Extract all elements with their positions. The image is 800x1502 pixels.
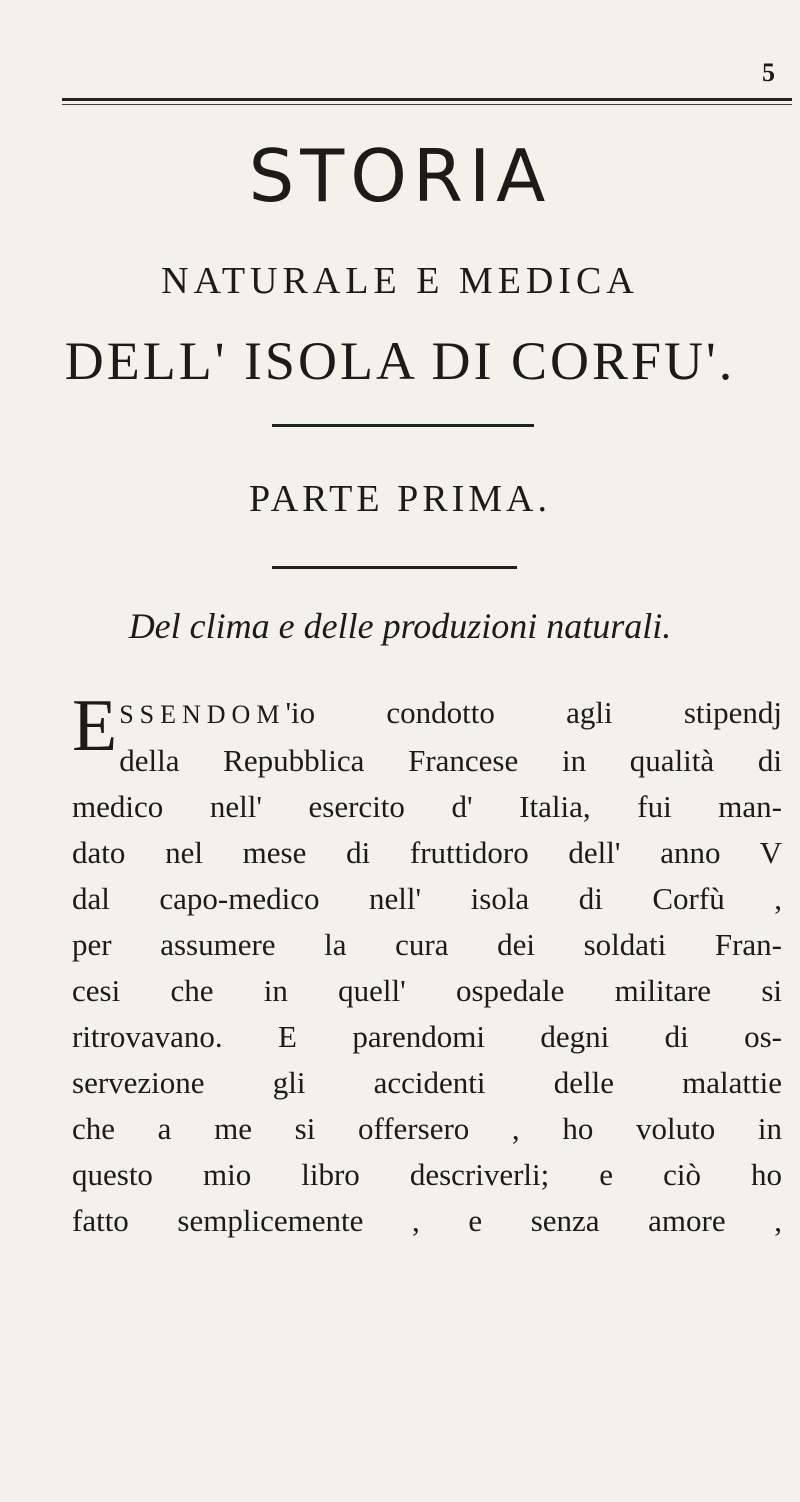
first-word: SSENDOM: [119, 700, 286, 729]
header-rule-thin: [62, 104, 792, 105]
book-title: STORIA: [248, 134, 552, 218]
body-line: medico nell' esercito d' Italia, fui man-: [72, 789, 782, 824]
chapter-heading: Del clima e delle produzioni naturali.: [128, 606, 672, 646]
first-line-rest: 'io condotto agli stipendj: [285, 695, 782, 730]
part-divider: [272, 566, 517, 569]
body-line: che a me si offersero , ho voluto in: [72, 1111, 782, 1146]
book-subtitle-line2: DELL' ISOLA DI CORFU'.: [64, 331, 736, 391]
header-rule: [62, 98, 792, 101]
title-divider: [272, 424, 534, 427]
body-line: questo mio libro descriverli; e ciò ho: [72, 1157, 782, 1192]
book-subtitle-line1: NATURALE E MEDICA: [161, 260, 639, 302]
body-line: servezione gli accidenti delle malattie: [72, 1065, 782, 1100]
body-line: per assumere la cura dei soldati Fran-: [72, 927, 782, 962]
body-line: ritrovavano. E parendomi degni di os-: [72, 1019, 782, 1054]
body-line: dal capo-medico nell' isola di Corfù ,: [72, 881, 782, 916]
page-number: 5: [762, 58, 775, 87]
drop-cap: E: [72, 685, 118, 767]
body-line: dato nel mese di fruttidoro dell' anno V: [72, 835, 782, 870]
body-line: della Repubblica Francese in qualità di: [119, 743, 782, 778]
body-text: [72, 685, 782, 1244]
part-heading: PARTE PRIMA.: [249, 478, 551, 520]
body-line: fatto semplicemente , e senza amore ,: [72, 1203, 782, 1238]
body-line: cesi che in quell' ospedale militare si: [72, 973, 782, 1008]
